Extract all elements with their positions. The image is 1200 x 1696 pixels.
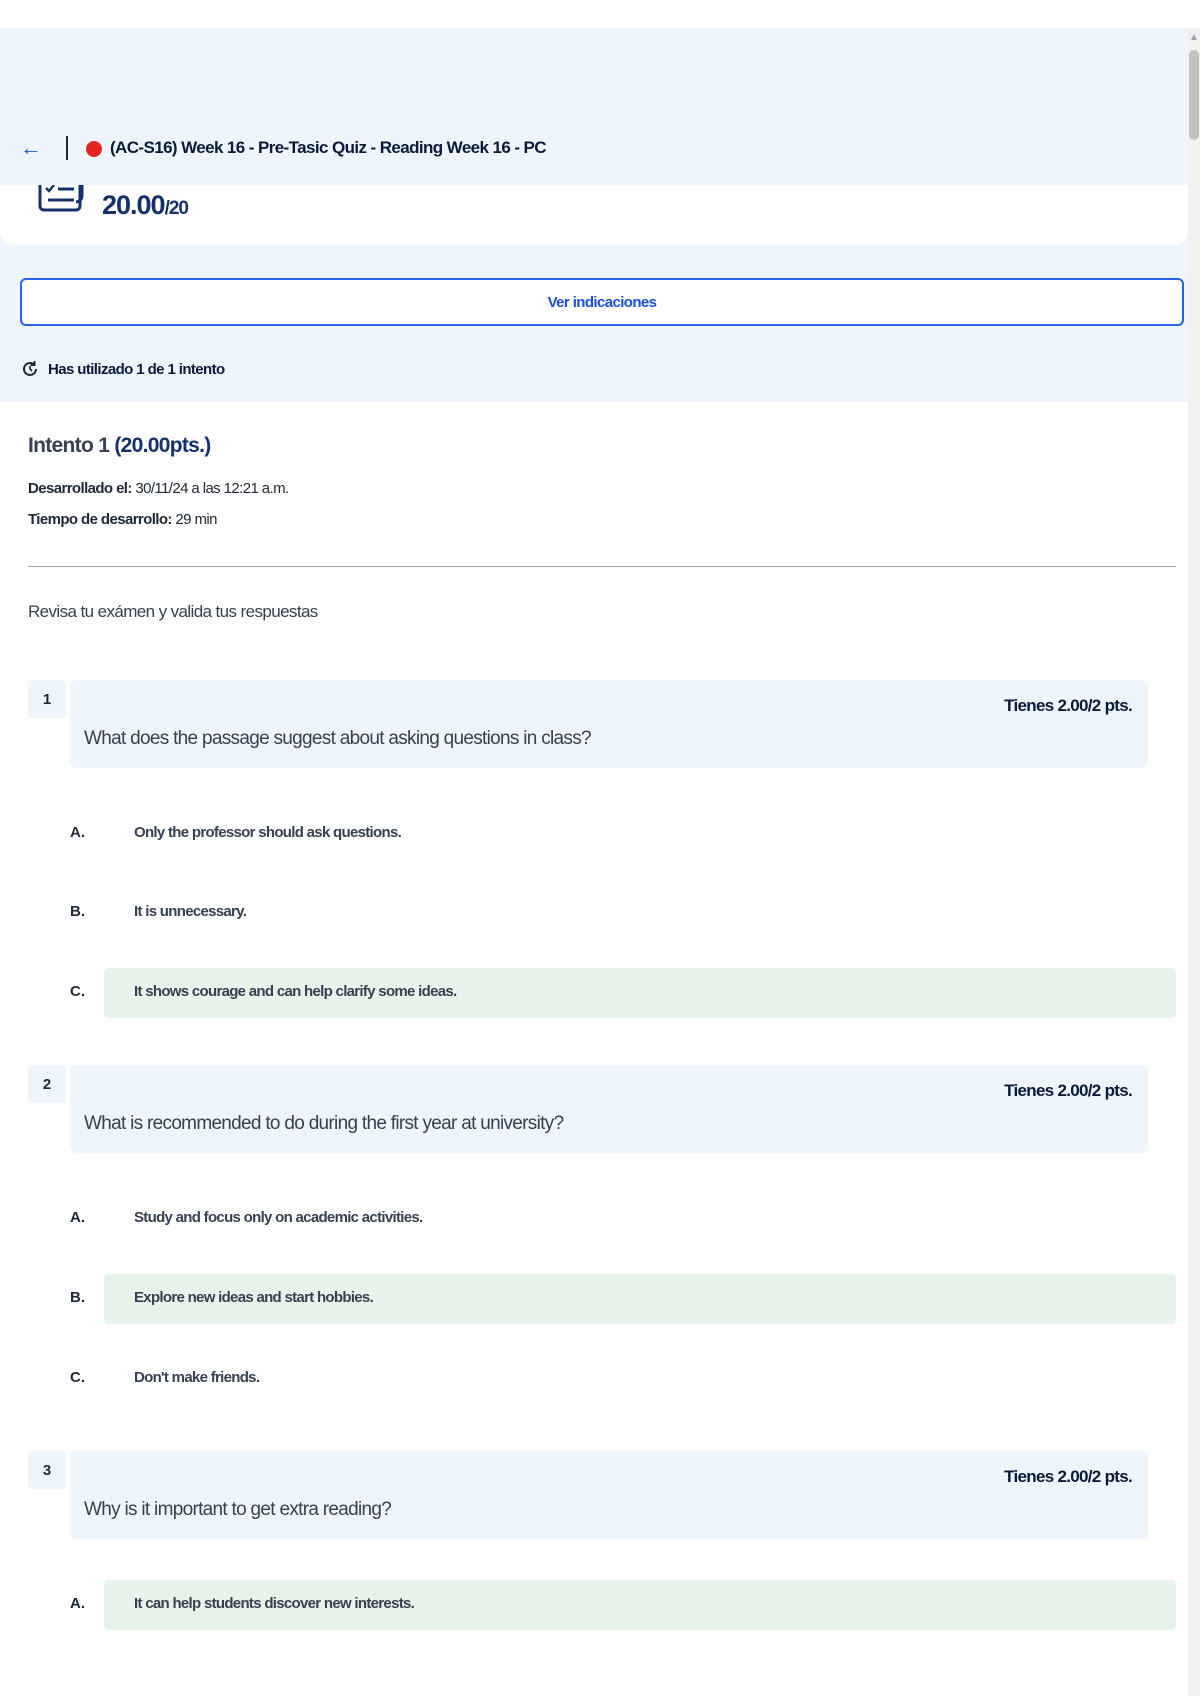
option-text: It can help students discover new interests. — [134, 1595, 415, 1612]
option-letter: A. — [70, 1209, 85, 1226]
option-letter: C. — [70, 983, 85, 1000]
question-score: Tienes 2.00/2 pts. — [1004, 1467, 1132, 1486]
option-letter: A. — [70, 1595, 85, 1612]
time-label: Tiempo de desarrollo: — [28, 511, 172, 528]
attempt-points: (20.00pts.) — [114, 434, 211, 457]
developed-value: 30/11/24 a las 12:21 a.m. — [135, 480, 289, 497]
time-value: 29 min — [175, 511, 217, 528]
header-separator — [66, 136, 68, 160]
vertical-scrollbar[interactable] — [1188, 28, 1200, 1696]
score-value — [102, 190, 188, 221]
question-number-badge: 2 — [28, 1065, 66, 1103]
option-letter: B. — [70, 903, 85, 920]
option-text: Study and focus only on academic activities. — [134, 1209, 423, 1226]
attempts-text: Has utilizado 1 de 1 intento — [48, 360, 225, 378]
status-dot-icon — [86, 141, 102, 157]
refresh-icon — [20, 359, 40, 379]
divider — [28, 566, 1176, 567]
option-text: Don't make friends. — [134, 1369, 260, 1386]
scroll-thumb[interactable] — [1189, 50, 1199, 140]
review-instruction: Revisa tu exámen y valida tus respuestas — [28, 602, 318, 621]
score-total: /20 — [164, 198, 188, 219]
back-arrow-icon[interactable]: ← — [20, 135, 42, 160]
question-card — [70, 1065, 1148, 1153]
option-text: Explore new ideas and start hobbies. — [134, 1289, 374, 1306]
quiz-title: (AC-S16) Week 16 - Pre-Tasic Quiz - Reading Week 16 - PC — [110, 138, 546, 157]
development-time — [28, 511, 217, 528]
question-text: What does the passage suggest about asking questions in class? — [84, 728, 591, 749]
question-card — [70, 680, 1148, 768]
attempts-info — [20, 359, 225, 379]
view-instructions-button[interactable]: Ver indicaciones — [20, 278, 1184, 326]
option-letter: C. — [70, 1369, 85, 1386]
attempt-label: Intento 1 — [28, 434, 110, 457]
developed-date — [28, 480, 289, 497]
option-letter: B. — [70, 1289, 85, 1306]
question-score: Tienes 2.00/2 pts. — [1004, 1081, 1132, 1100]
attempt-title — [28, 434, 211, 458]
header-bar — [0, 28, 1188, 185]
question-number-badge: 1 — [28, 680, 66, 718]
developed-label: Desarrollado el: — [28, 480, 132, 497]
question-card — [70, 1451, 1148, 1539]
question-score: Tienes 2.00/2 pts. — [1004, 696, 1132, 715]
score-number: 20.00 — [102, 190, 165, 220]
option-letter: A. — [70, 824, 85, 841]
scroll-up-arrow-icon[interactable]: ▲ — [1189, 32, 1199, 43]
question-text: Why is it important to get extra reading? — [84, 1499, 392, 1520]
option-text: It shows courage and can help clarify some ideas. — [134, 983, 457, 1000]
option-text: Only the professor should ask questions. — [134, 824, 402, 841]
option-text: It is unnecessary. — [134, 903, 247, 920]
question-text: What is recommended to do during the first year at university? — [84, 1113, 564, 1134]
question-number-badge: 3 — [28, 1451, 66, 1489]
